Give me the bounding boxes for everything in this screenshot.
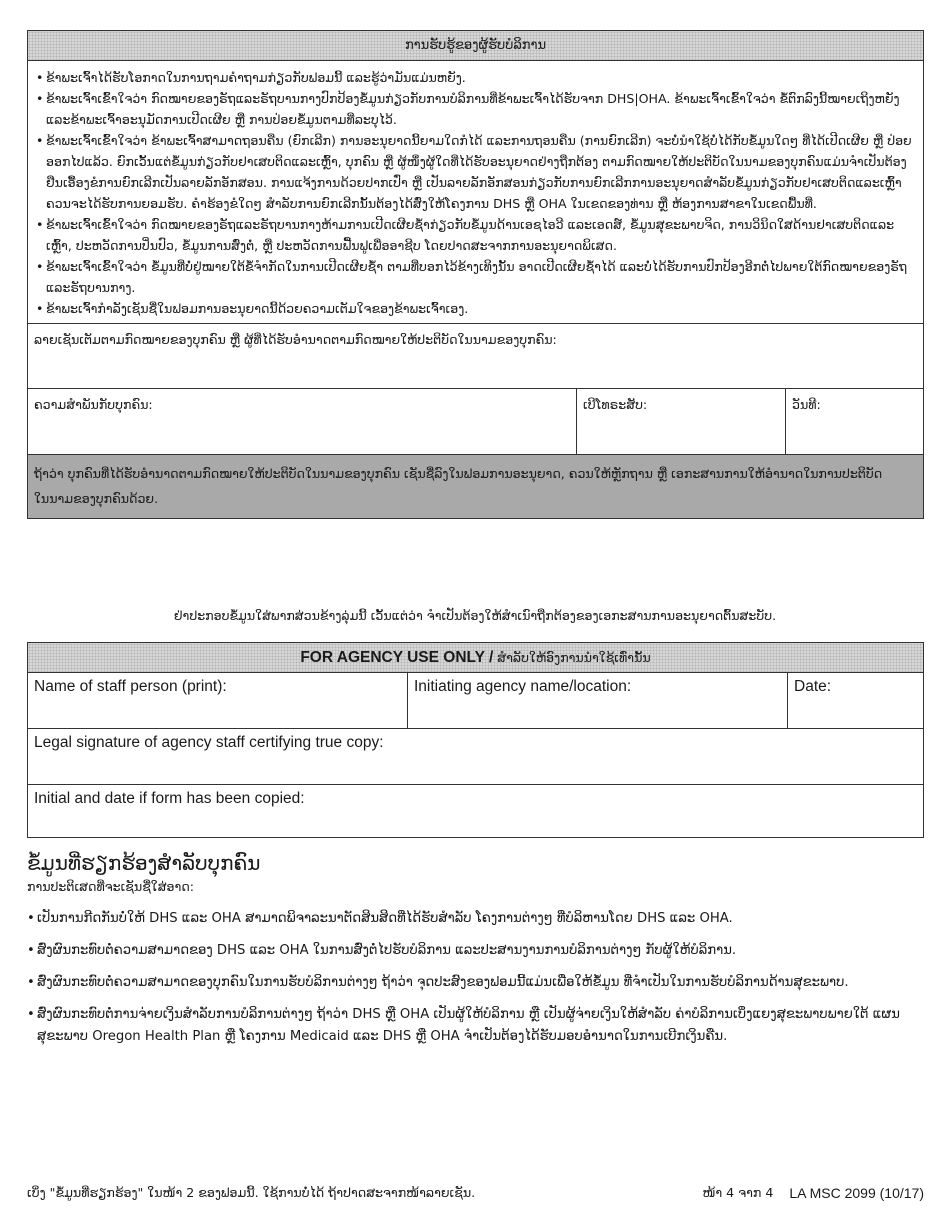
agency-row — [28, 673, 923, 729]
copied-label: Initial and date if form has been copied: — [34, 790, 305, 807]
copied-initial-field[interactable] — [28, 785, 923, 837]
list-item: • ຂ້າພະເຈົ້າເຂົ້າໃຈວ່າ ກົດໝາຍຂອງຣັຖແລະຣັຖບານກາງຫ້າມການເປີດເຜີຍຊ້ຳກ່ຽວກັບຂໍ້ມູນດ້ານເອຊໄອວີ ແລະເອດສ໌, ຂໍ້ມູນສຸຂະພາບຈິດ, ການວິນິດໃສດ້ານຢາເສບຕິດແລະເຫຼົ້າ, ປະຫວັດການປິ່ນປົວ, ຂໍ້ມູນການສົ່ງຕໍ່, ຫຼື ປະຫວັດການຟື້ນຟູເພື່ອອາຊີບ ໂດຍປາດສະຈາກການອະນຸຍາດພິເສດ. — [36, 214, 915, 256]
agency-header-lo: ສຳລັບໃຫ້ອົງການນຳໃຊ້ເທົ່ານັ້ນ — [497, 650, 651, 665]
agency-location-field[interactable] — [408, 673, 788, 728]
certify-row — [28, 729, 923, 785]
list-item: • ຂ້າພະເຈົ້າເຂົ້າໃຈວ່າ ຂ້າພະເຈົ້າສາມາດຖອນຄືນ (ຍົກເລີກ) ການອະນຸຍາດນີ້ຍາມໃດກໍໄດ້ ແລະການຖອນຄືນ (ການຍົກເລີກ) ຈະບໍ່ນຳໃຊ້ບໍ່ໄດ້ກັບຂໍ້ມູນໃດໆ ທີ່ໄດ້ເປີດເຜີຍ ຫຼື ປ່ອຍອອກໄປແລ້ວ. ຍົກເວັ້ນແຕ່ຂໍ້ມູນກ່ຽວກັບຢາເສບຕິດແລະເຫຼົ້າ, ບຸກຄົນ ຫຼື ຜູ້ໜຶ່ງຜູ້ໃດທີ່ໄດ້ຮັບອະນຸຍາດຢ່າງຖືກຕ້ອງ ຕາມກົດໝາຍໃຫ້ປະຕິບັດໃນນາມຂອງບຸກຄົນແມ່ນຈຳເປັນຕ້ອງຢືນເອື້ອງຂໍການຍົກເລີກເປັນລາຍລັກອັກສອນ. ການແຈ້ງການດ້ວຍປາກເປົ່າ ຫຼື ເປັນລາຍລັກອັກສອນກ່ຽວກັບການຍົກເລີກການອະນຸຍາດສຳລັບຂໍ້ມູນກ່ຽວກັບຢາເສບຕິດແລະເຫຼົ້າຄວນຈະໄດ້ຮັບການຍອມຮັບ. ຄຳຮ້ອງຂໍໃດໆ ສຳລັບການຍົກເລີກນັ້ນຕ້ອງໄດ້ສົ່ງໃຫ້ໂຄງການ DHS ຫຼື OHA ໃນເຂດຂອງທ່ານ ຫຼື ຫ້ອງການສາຂາໃນເຂດພື້ນທີ່. — [36, 130, 915, 214]
certify-label: Legal signature of agency staff certifying true copy: — [34, 734, 384, 751]
info-list — [27, 908, 924, 1048]
agency-header-en: FOR AGENCY USE ONLY / — [300, 648, 494, 666]
acknowledgement-list — [28, 61, 923, 323]
staff-name-field[interactable] — [28, 673, 408, 728]
footer-right — [702, 1185, 924, 1201]
relationship-label: ຄວາມສຳພັນກັບບຸກຄົນ: — [34, 397, 153, 412]
representative-note: ຖ້າວ່າ ບຸກຄົນທີ່ໄດ້ຮັບອຳນາດຕາມກົດໝາຍໃຫ້ປະຕິບັດໃນນາມຂອງບຸກຄົນ ເຊັນຊື່ລົງໃນຟອມການອະນຸຍາດ, ຄວນໃຫ້ຫຼັກຖານ ຫຼື ເອກະສານການໃຫ້ອຳນາດໃນການປະຕິບັດໃນນາມຂອງບຸກຄົນດ້ວຍ. — [28, 454, 923, 518]
phone-field[interactable] — [577, 389, 786, 454]
list-item: • ຂ້າພະເຈົ້າເຂົ້າໃຈວ່າ ກົດໝາຍຂອງຣັຖແລະຣັຖບານກາງປົກປ້ອງຂໍ້ມູນກ່ຽວກັບການບໍລິການທີ່ຂ້າພະເຈົ້າໄດ້ຮັບຈາກ DHS|OHA. ຂ້າພະເຈົ້າເຂົ້າໃຈວ່າ ຂໍ້ຕົກລົງນີ້ໝາຍເຖິງຫຍັງ ແລະຂ້າພະເຈົ້າອະນຸມັດການເປີດເຜີຍ ຫຼື ການປ່ອຍຂໍ້ມູນຕາມທີ່ລະບຸໄວ້. — [36, 88, 915, 130]
page-number: ໜ້າ 4 ຈາກ 4 — [702, 1185, 774, 1200]
date-label: ວັນທີ: — [792, 397, 821, 412]
phone-label: ເບີໂທຣະສັບ: — [583, 397, 648, 412]
staff-name-label: Name of staff person (print): — [34, 678, 227, 695]
info-title: ຂໍ້ມູນທີ່ຮຽກຮ້ອງສຳລັບບຸກຄົນ — [27, 851, 261, 875]
agency-use-section — [27, 642, 924, 838]
info-subtitle: ການປະຕິເສດທີ່ຈະເຊັນຊື່ໃສ່ອາດ: — [27, 879, 194, 894]
list-item: • ເປັນການກີດກັນບໍ່ໃຫ້ DHS ແລະ OHA ສາມາດພິຈາລະນາຕັດສິນສິດທີ່ໄດ້ຮັບສຳລັບ ໂຄງການຕ່າງໆ ທີ່ບໍລິຫານໂດຍ DHS ແລະ OHA. — [27, 908, 924, 930]
required-info-section — [27, 848, 924, 1058]
agency-header — [28, 643, 923, 673]
list-item: • ຂ້າພະເຈົ້າໄດ້ຮັບໂອກາດໃນການຖາມຄຳຖາມກ່ຽວກັບຟອມນີ້ ແລະຮູ້ວ່າມັນແມ່ນຫຍັງ. — [36, 67, 915, 88]
warning-text: ຢ່າປະກອບຂໍ້ມູນໃສ່ພາກສ່ວນຂ້າງລຸ່ມນີ້ ເວັ້ນແຕ່ວ່າ ຈຳເປັນຕ້ອງໃຫ້ສຳເນົາຖືກຕ້ອງຂອງເອກະສານການອະນຸຍາດຕົ້ນສະບັບ. — [173, 608, 777, 623]
list-item: • ຂ້າພະເຈົ້າກຳລັງເຊັນຊື່ໃນຟອມການອະນຸຍາດນີ້ດ້ວຍຄວາມເຕັມໃຈຂອງຂ້າພະເຈົ້າເອງ. — [36, 298, 915, 319]
form-id: LA MSC 2099 (10/17) — [789, 1185, 924, 1201]
footer-note: ເບິ່ງ "ຂໍ້ມູນທີ່ຮຽກຮ້ອງ" ໃນໜ້າ 2 ຂອງຟອມນີ້. ໃຊ້ການບໍ່ໄດ້ ຖ້າປາດສະຈາກໜ້າລາຍເຊັນ. — [27, 1185, 476, 1200]
list-item: • ສົ່ງຜົນກະທົບຕໍ່ການຈ່າຍເງິນສຳລັບການບໍລິການຕ່າງໆ ຖ້າວ່າ DHS ຫຼື OHA ເປັນຜູ້ໃຫ້ບໍລິການ ຫຼື ເປັນຜູ້ຈ່າຍເງິນໃຫ້ສຳລັບ ຄ່າບໍລິການເບິ່ງແຍງສຸຂະພາບພາຍໃຕ້ ແຜນສຸຂະພາບ Oregon Health Plan ຫຼື ໂຄງການ Medicaid ແລະ DHS ຫຼື OHA ຈຳເປັນຕ້ອງໄດ້ຮັບມອບອຳນາດໃນການເບີກເງິນຄືນ. — [27, 1004, 924, 1048]
signature-field[interactable] — [28, 323, 923, 388]
list-item: • ຂ້າພະເຈົ້າເຂົ້າໃຈວ່າ ຂໍ້ມູນທີ່ບໍ່ຢູ່ໝາຍໃຕ້ຂໍ້ຈຳກັດໃນການເປີດເຜີຍຊ້ຳ ຕາມທີ່ບອກໄວ້ຂ້າງເທິງນັ້ນ ອາດເປີດເຜີຍຊ້ຳໄດ້ ແລະບໍ່ໄດ້ຮັບການປົກປ້ອງອີກຕໍ່ໄປພາຍໃຕ້ກົດໝາຍຂອງຣັຖແລະຣັຖບານກາງ. — [36, 256, 915, 298]
list-item: • ສົ່ງຜົນກະທົບຕໍ່ຄວາມສາມາດຂອງ DHS ແລະ OHA ໃນການສົ່ງຕໍ່ໄປຮັບບໍລິການ ແລະປະສານງານການບໍລິການຕ່າງໆ ກັບຜູ້ໃຫ້ບໍລິການ. — [27, 940, 924, 962]
page-footer — [27, 1185, 924, 1201]
list-item: • ສົ່ງຜົນກະທົບຕໍ່ຄວາມສາມາດຂອງບຸກຄົນໃນການຮັບບໍລິການຕ່າງໆ ຖ້າວ່າ ຈຸດປະສົງຂອງຟອມນີ້ແມ່ນເພື່ອໃຫ້ຂໍ້ມູນ ທີ່ຈຳເປັນໃນການຮັບບໍລິການດ້ານສຸຂະພາບ. — [27, 972, 924, 994]
date-field[interactable] — [786, 389, 923, 454]
certify-signature-field[interactable] — [28, 729, 923, 784]
section-header: ການຮັບຮູ້ຂອງຜູ້ຮັບບໍລິການ — [28, 31, 923, 61]
agency-location-label: Initiating agency name/location: — [414, 678, 632, 695]
recipient-acknowledgement-section — [27, 30, 924, 519]
relationship-field[interactable] — [28, 389, 577, 454]
copied-row — [28, 785, 923, 837]
agency-date-label: Date: — [794, 678, 832, 695]
agency-date-field[interactable] — [788, 673, 923, 728]
relationship-row — [28, 388, 923, 454]
signature-label: ລາຍເຊັນເຕັມຕາມກົດໝາຍຂອງບຸກຄົນ ຫຼື ຜູ້ທີ່ໄດ້ຮັບອຳນາດຕາມກົດໝາຍໃຫ້ປະຕິບັດໃນນາມຂອງບຸກຄົນ: — [34, 332, 557, 347]
